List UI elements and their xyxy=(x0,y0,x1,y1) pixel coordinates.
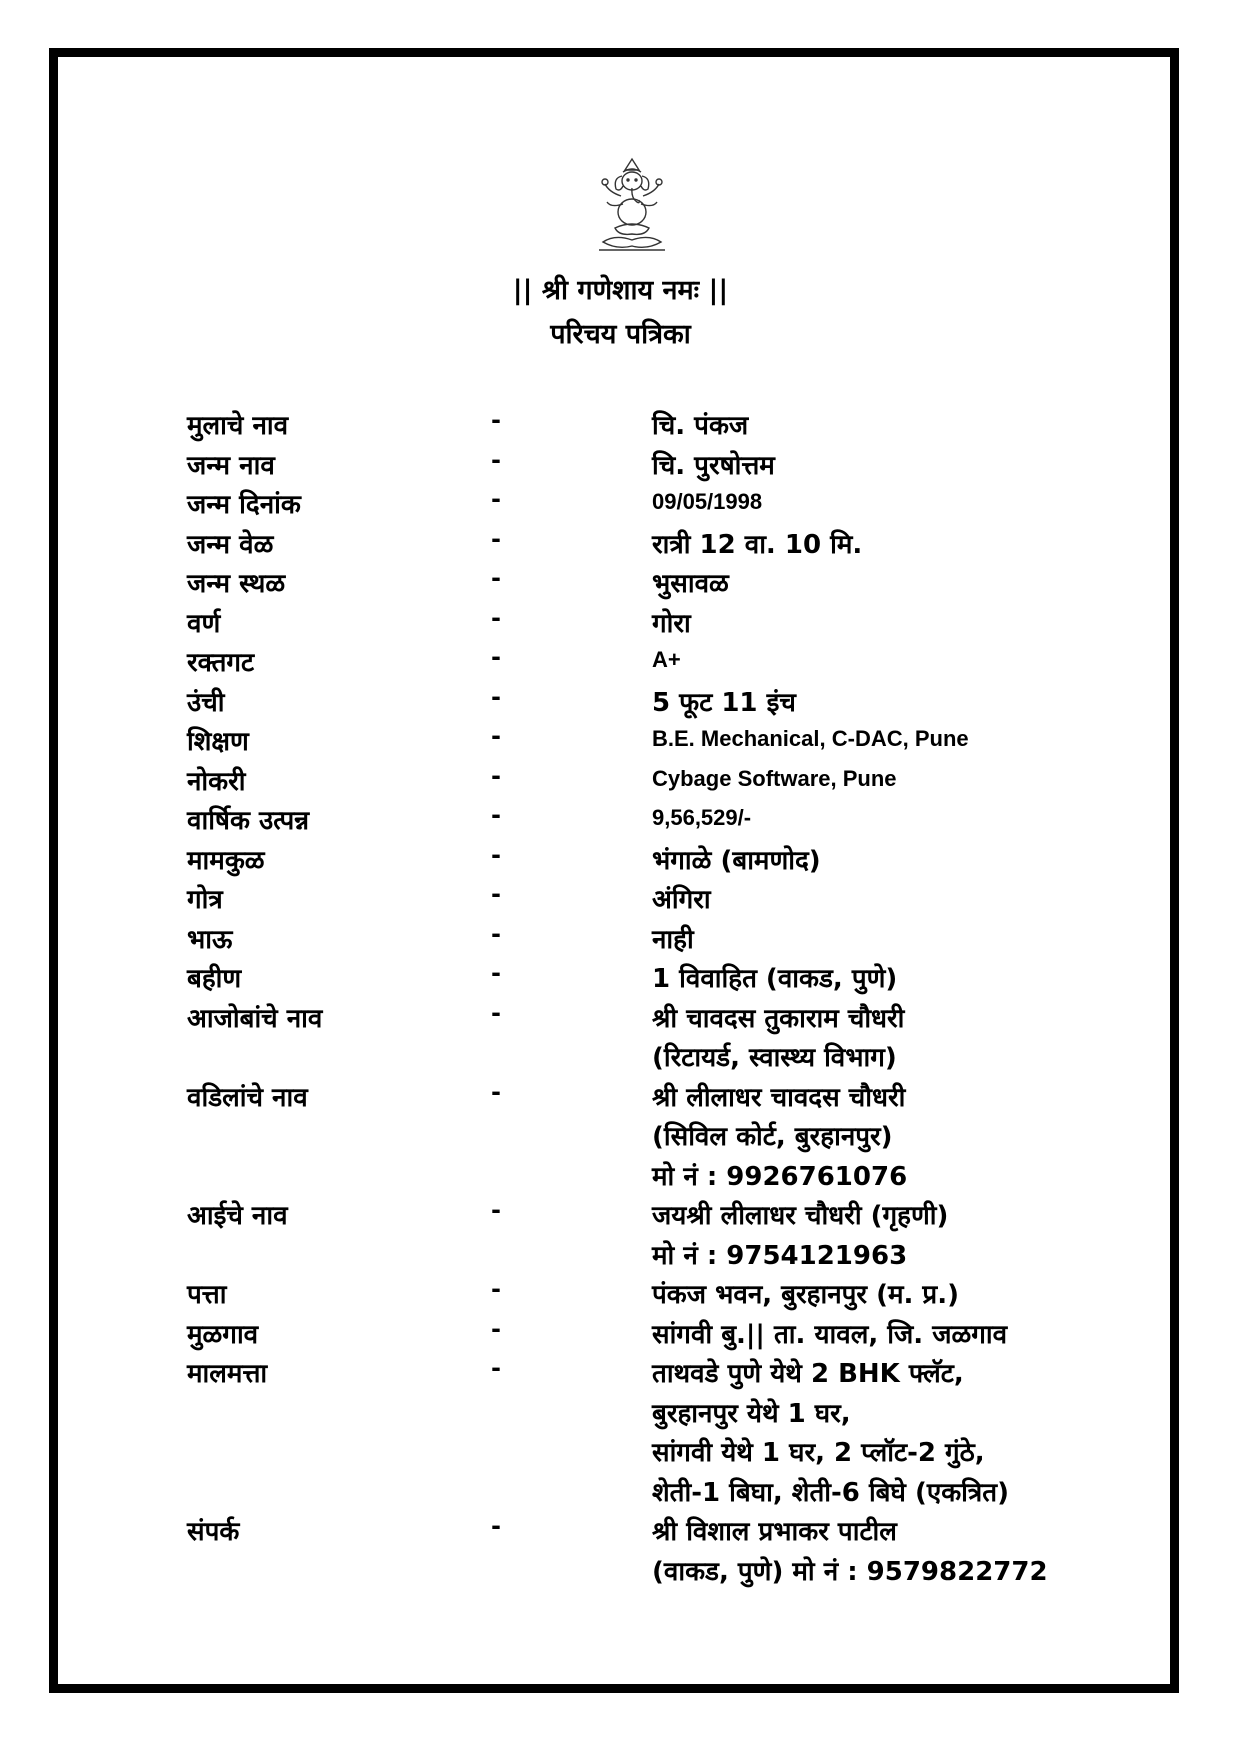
field-label: शिक्षण xyxy=(187,727,249,757)
field-value: Cybage Software, Pune xyxy=(652,765,897,791)
biodata-row xyxy=(0,446,1241,486)
separator-dash: - xyxy=(491,880,501,908)
biodata-row xyxy=(0,1394,1241,1434)
field-value: नाही xyxy=(652,924,694,955)
separator-dash: - xyxy=(491,1512,501,1540)
biodata-row xyxy=(0,801,1241,841)
separator-dash: - xyxy=(491,485,501,513)
separator-dash: - xyxy=(491,682,501,711)
field-value: सांगवी येथे 1 घर, 2 प्लॉट-2 गुंठे, xyxy=(652,1438,985,1468)
field-label: जन्म वेळ xyxy=(187,529,274,560)
biodata-row xyxy=(0,683,1241,723)
field-value: A+ xyxy=(652,647,681,672)
field-value: (वाकड, पुणे) मो नं : 9579822772 xyxy=(652,1556,1048,1587)
separator-dash: - xyxy=(491,564,501,592)
biodata-row xyxy=(0,406,1241,446)
field-value: गोरा xyxy=(652,608,691,639)
separator-dash: - xyxy=(491,1314,501,1343)
field-value: (रिटायर्ड, स्वास्थ्य विभाग) xyxy=(652,1043,897,1073)
field-label: मुलाचे नाव xyxy=(187,411,289,441)
field-value: चि. पंकज xyxy=(652,411,749,441)
field-label: आईचे नाव xyxy=(187,1201,288,1231)
biodata-row xyxy=(0,564,1241,604)
page-title: परिचय पत्रिका xyxy=(550,319,691,350)
field-value: अंगिरा xyxy=(652,885,711,915)
separator-dash: - xyxy=(491,801,501,829)
field-label: वार्षिक उत्पन्न xyxy=(187,806,310,836)
biodata-row xyxy=(0,1552,1241,1592)
separator-dash: - xyxy=(491,524,501,553)
biodata-row xyxy=(0,999,1241,1039)
field-value: B.E. Mechanical, C-DAC, Pune xyxy=(652,726,969,751)
field-label: पत्ता xyxy=(187,1280,227,1310)
field-label: जन्म नाव xyxy=(187,450,275,481)
biodata-row xyxy=(0,1038,1241,1078)
separator-dash: - xyxy=(491,1354,501,1382)
separator-dash: - xyxy=(491,840,501,869)
separator-dash: - xyxy=(491,643,501,671)
field-value: शेती-1 बिघा, शेती-6 बिघे (एकत्रित) xyxy=(652,1477,1009,1508)
field-label: बहीण xyxy=(187,964,242,994)
biodata-row xyxy=(0,1354,1241,1394)
separator-dash: - xyxy=(491,1196,501,1224)
field-value: 09/05/1998 xyxy=(652,489,763,514)
biodata-row xyxy=(0,1275,1241,1315)
separator-dash: - xyxy=(491,1275,501,1303)
biodata-row xyxy=(0,1078,1241,1118)
separator-dash: - xyxy=(491,445,501,474)
biodata-row xyxy=(0,1117,1241,1157)
field-label: रक्तगट xyxy=(187,648,255,678)
biodata-row xyxy=(0,1433,1241,1473)
field-value: ताथवडे पुणे येथे 2 BHK फ्लॅट, xyxy=(652,1359,964,1389)
field-label: वर्ण xyxy=(187,608,221,639)
field-label: वडिलांचे नाव xyxy=(187,1082,308,1113)
field-label: जन्म स्थळ xyxy=(187,569,286,599)
field-label: मालमत्ता xyxy=(187,1359,268,1389)
field-value: जयश्री लीलाधर चौधरी (गृहणी) xyxy=(652,1201,949,1231)
field-label: मामकुळ xyxy=(187,845,265,876)
field-value: मो नं : 9754121963 xyxy=(652,1240,908,1271)
field-label: नोकरी xyxy=(187,766,246,797)
biodata-row xyxy=(0,485,1241,525)
ganesha-icon xyxy=(585,156,679,256)
biodata-row xyxy=(0,959,1241,999)
field-value: भंगाळे (बामणोद) xyxy=(652,845,821,876)
separator-dash: - xyxy=(491,1077,501,1106)
separator-dash: - xyxy=(491,998,501,1027)
biodata-row xyxy=(0,1512,1241,1552)
separator-dash: - xyxy=(491,919,501,948)
field-value: बुरहानपुर येथे 1 घर, xyxy=(652,1398,851,1429)
field-value: 9,56,529/- xyxy=(652,805,752,830)
invocation-heading: || श्री गणेशाय नमः || xyxy=(512,275,729,306)
separator-dash: - xyxy=(491,959,501,987)
biodata-row xyxy=(0,525,1241,565)
field-value: श्री लीलाधर चावदस चौधरी xyxy=(652,1082,906,1113)
biodata-row xyxy=(0,880,1241,920)
biodata-row xyxy=(0,762,1241,802)
separator-dash: - xyxy=(491,603,501,632)
field-value: सांगवी बु.|| ता. यावल, जि. जळगाव xyxy=(652,1319,1008,1350)
field-value: पंकज भवन, बुरहानपुर (म. प्र.) xyxy=(652,1280,959,1310)
separator-dash: - xyxy=(491,406,501,434)
separator-dash: - xyxy=(491,761,501,790)
separator-dash: - xyxy=(491,722,501,750)
field-label: आजोबांचे नाव xyxy=(187,1003,323,1034)
biodata-row xyxy=(0,841,1241,881)
field-label: गोत्र xyxy=(187,885,223,915)
biodata-row xyxy=(0,604,1241,644)
biodata-row xyxy=(0,1473,1241,1513)
field-value: श्री चावदस तुकाराम चौधरी xyxy=(652,1003,905,1034)
biodata-row xyxy=(0,643,1241,683)
field-label: उंची xyxy=(187,687,225,718)
biodata-row xyxy=(0,1157,1241,1197)
field-label: संपर्क xyxy=(187,1517,240,1547)
field-label: जन्म दिनांक xyxy=(187,490,301,520)
field-value: मो नं : 9926761076 xyxy=(652,1161,908,1192)
field-value: श्री विशाल प्रभाकर पाटील xyxy=(652,1517,897,1547)
field-value: भुसावळ xyxy=(652,569,729,599)
field-value: चि. पुरषोत्तम xyxy=(652,450,775,481)
biodata-row xyxy=(0,1196,1241,1236)
biodata-table xyxy=(0,406,1241,1591)
biodata-row xyxy=(0,1315,1241,1355)
field-value: 5 फूट 11 इंच xyxy=(652,687,796,718)
biodata-row xyxy=(0,920,1241,960)
field-label: भाऊ xyxy=(187,924,233,955)
field-value: 1 विवाहित (वाकड, पुणे) xyxy=(652,964,898,994)
biodata-row xyxy=(0,1236,1241,1276)
field-label: मुळगाव xyxy=(187,1319,259,1350)
field-value: (सिविल कोर्ट, बुरहानपुर) xyxy=(652,1122,893,1152)
field-value: रात्री 12 वा. 10 मि. xyxy=(652,529,863,560)
biodata-row xyxy=(0,722,1241,762)
